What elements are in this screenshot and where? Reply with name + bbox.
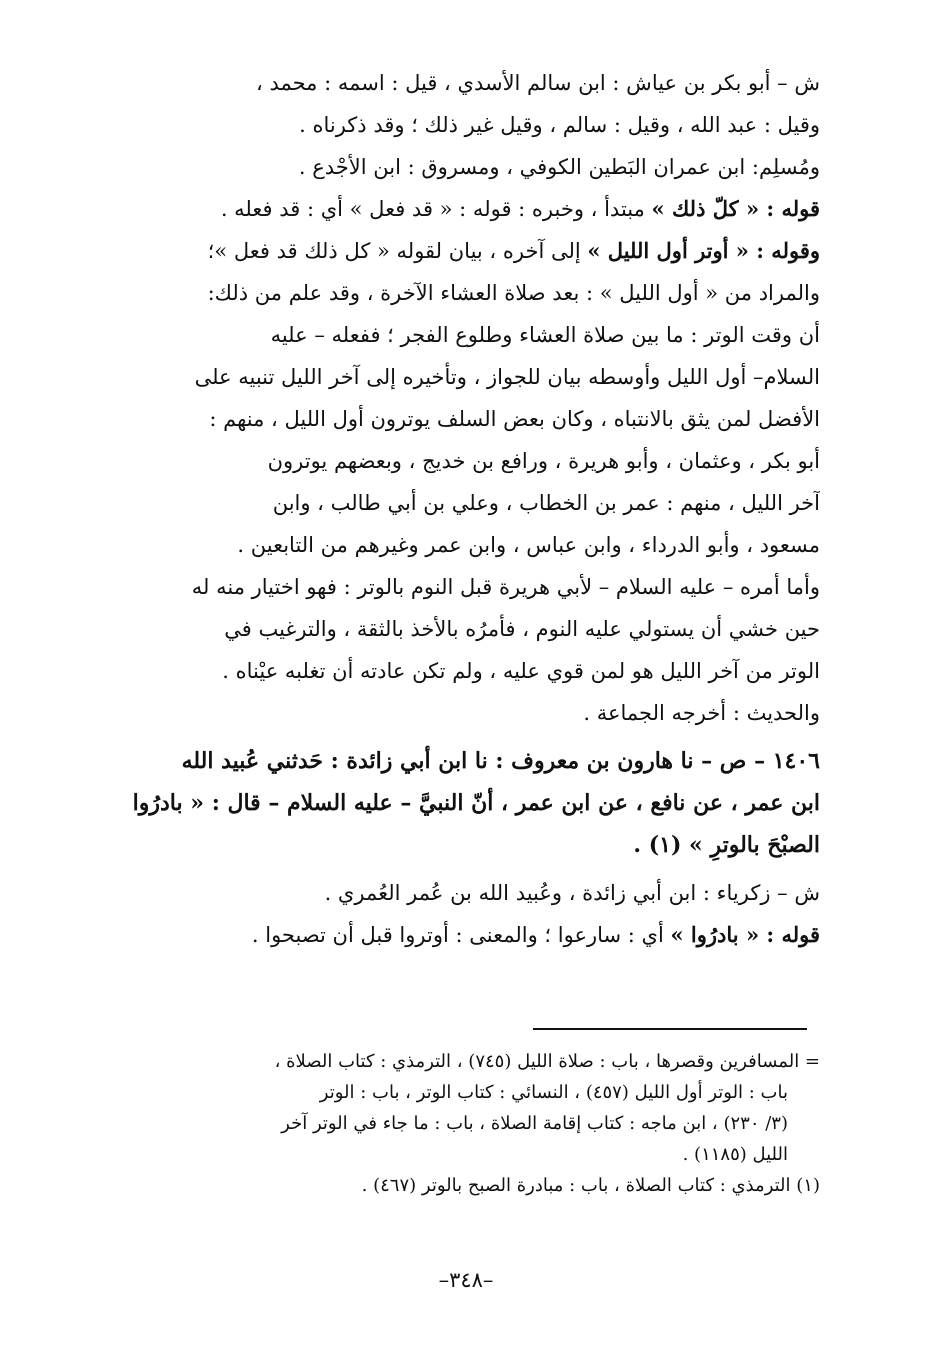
text-line: ومُسلِم: ابن عمران البَطين الكوفي ، ومسروق : ابن الأجْدع . bbox=[298, 155, 820, 179]
text-line: أن وقت الوتر : ما بين صلاة العشاء وطلوع الفجر ؛ ففعله – عليه bbox=[270, 323, 820, 347]
bold-lead: قوله : « كلّ ذلك » bbox=[651, 196, 820, 221]
text-line: الأفضل لمن يثق بالانتباه ، وكان بعض السلف يوترون أول الليل ، منهم : bbox=[209, 407, 820, 431]
hadith-line: الصبْحَ بالوترِ » (١) . bbox=[633, 832, 820, 858]
footnote-line: (٣/ ٢٣٠) ، ابن ماجه : كتاب إقامة الصلاة ، باب : ما جاء في الوتر آخر bbox=[281, 1113, 788, 1134]
text-line: ش – أبو بكر بن عياش : ابن سالم الأسدي ، قيل : اسمه : محمد ، bbox=[256, 71, 820, 95]
page-number: –٣٤٨– bbox=[438, 1268, 494, 1292]
text-line: وأما أمره – عليه السلام – لأبي هريرة قبل النوم بالوتر : فهو اختيار منه له bbox=[191, 575, 820, 599]
footnote-1: (١) الترمذي : كتاب الصلاة ، باب : مبادرة الصبح بالوتر (٤٦٧) . bbox=[361, 1175, 820, 1196]
text-line: آخر الليل ، منهم : عمر بن الخطاب ، وعلي بن أبي طالب ، وابن bbox=[272, 491, 820, 515]
footnote-divider bbox=[533, 1028, 807, 1030]
text-line: مسعود ، وأبو الدرداء ، وابن عباس ، وابن عمر وغيرهم من التابعين . bbox=[237, 533, 820, 557]
text-line bbox=[118, 188, 820, 230]
text-line: الوتر من آخر الليل هو لمن قوي عليه ، ولم تكن عادته أن تغلبه عيْناه . bbox=[222, 659, 820, 683]
text-line: السلام– أول الليل وأوسطه بيان للجواز ، وتأخيره إلى آخر الليل تنبيه على bbox=[194, 365, 820, 389]
bold-lead: قوله : « بادرُوا » bbox=[670, 922, 820, 947]
footnote-line: = المسافرين وقصرها ، باب : صلاة الليل (٧٤٥) ، الترمذي : كتاب الصلاة ، bbox=[274, 1051, 820, 1072]
text-line: حين خشي أن يستولي عليه النوم ، فأمرُه بالأخذ بالثقة ، والترغيب في bbox=[224, 617, 820, 641]
footnote-line: الليل (١١٨٥) . bbox=[682, 1144, 788, 1165]
text-line: والمراد من « أول الليل » : بعد صلاة العشاء الآخرة ، وقد علم من ذلك: bbox=[207, 281, 820, 305]
text-line: وقيل : عبد الله ، وقيل : سالم ، وقيل غير ذلك ؛ وقد ذكرناه . bbox=[299, 113, 820, 137]
text-run: إلى آخره ، بيان لقوله « كل ذلك قد فعل »؛ bbox=[207, 239, 588, 263]
text-run: مبتدأ ، وخبره : قوله : « قد فعل » أي : قد فعله . bbox=[220, 197, 652, 221]
main-text bbox=[118, 62, 820, 956]
text-line: أبو بكر ، وعثمان ، وأبو هريرة ، ورافع بن خديج ، وبعضهم يوترون bbox=[267, 449, 820, 473]
footnotes bbox=[118, 1046, 820, 1201]
text-line bbox=[118, 230, 820, 272]
text-line: والحديث : أخرجه الجماعة . bbox=[583, 701, 820, 725]
text-run: أي : سارعوا ؛ والمعنى : أوتروا قبل أن تصبحوا . bbox=[251, 923, 671, 947]
hadith-line: ١٤٠٦ – ص – نا هارون بن معروف : نا ابن أبي زائدة : حَدثني عُبيد الله bbox=[181, 748, 820, 774]
text-line bbox=[118, 914, 820, 956]
hadith-line: ابن عمر ، عن نافع ، عن ابن عمر ، أنّ النبيَّ – عليه السلام – قال : « بادرُوا bbox=[132, 790, 820, 816]
footnote-line: باب : الوتر أول الليل (٤٥٧) ، النسائي : كتاب الوتر ، باب : الوتر bbox=[319, 1082, 788, 1103]
text-line: ش – زكرياء : ابن أبي زائدة ، وعُبيد الله بن عُمر العُمري . bbox=[324, 881, 820, 905]
bold-lead: وقوله : « أوتر أول الليل » bbox=[587, 238, 820, 263]
